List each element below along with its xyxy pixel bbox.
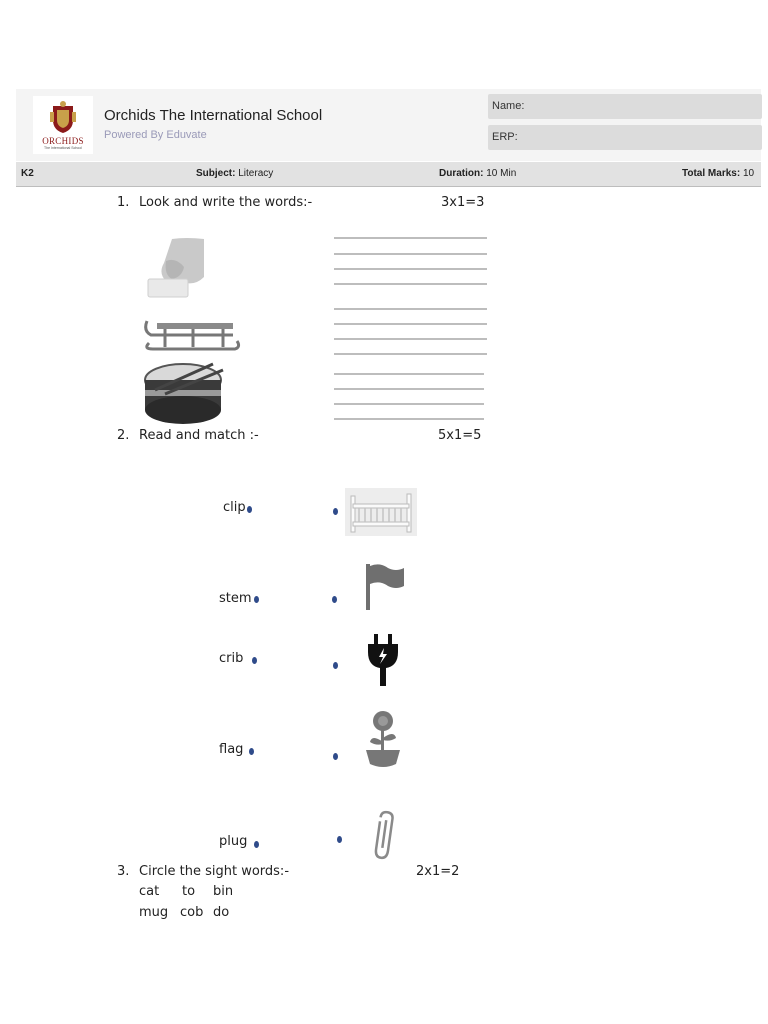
q2-marks: 5x1=5 [438, 428, 482, 443]
erp-label: ERP: [492, 131, 518, 143]
subject-label: Subject: [196, 168, 236, 179]
match-dot[interactable] [254, 596, 259, 603]
sight-word[interactable]: cat [139, 884, 160, 899]
powered-by: Powered By Eduvate [104, 129, 207, 141]
writing-line[interactable] [334, 237, 487, 239]
writing-line[interactable] [334, 373, 484, 375]
grade-label: K2 [21, 168, 34, 179]
crest-icon [49, 100, 77, 134]
match-dot[interactable] [247, 506, 252, 513]
q1-text: Look and write the words:- [139, 195, 313, 210]
match-dot[interactable] [333, 508, 338, 515]
erp-field[interactable] [488, 125, 762, 150]
sight-word[interactable]: to [182, 884, 196, 899]
info-bar [16, 162, 761, 187]
writing-line[interactable] [334, 253, 487, 255]
writing-line[interactable] [334, 338, 487, 340]
q3-number: 3. [117, 864, 130, 879]
writing-line[interactable] [334, 353, 487, 355]
plug-icon [366, 632, 400, 688]
duration-info [439, 168, 516, 179]
worksheet-header [16, 89, 761, 161]
match-word: plug [219, 834, 248, 849]
flower-stem-icon [362, 708, 404, 770]
school-logo [33, 96, 93, 154]
total-marks-value: 10 [742, 168, 755, 179]
name-label: Name: [492, 100, 525, 112]
q1-number: 1. [117, 195, 130, 210]
match-dot[interactable] [332, 596, 337, 603]
subject-info [196, 168, 273, 179]
duration-label: Duration: [439, 168, 484, 179]
q1-marks: 3x1=3 [441, 195, 485, 210]
school-name: Orchids The International School [104, 107, 323, 124]
eraser-icon [146, 237, 206, 301]
match-dot[interactable] [337, 836, 342, 843]
sight-word[interactable]: cob [180, 905, 204, 920]
writing-line[interactable] [334, 323, 487, 325]
subject-value: Literacy [238, 168, 274, 179]
match-dot[interactable] [333, 753, 338, 760]
logo-text: ORCHIDS [42, 136, 84, 146]
sled-icon [143, 313, 241, 353]
sight-word[interactable]: mug [139, 905, 169, 920]
q3-marks: 2x1=2 [416, 864, 460, 879]
match-dot[interactable] [252, 657, 257, 664]
total-marks-info [682, 168, 754, 179]
match-word: clip [223, 500, 246, 515]
drum-icon [143, 360, 227, 426]
sight-word[interactable]: do [213, 905, 230, 920]
writing-line[interactable] [334, 268, 487, 270]
q2-text: Read and match :- [139, 428, 259, 443]
match-word: crib [219, 651, 244, 666]
writing-line[interactable] [334, 418, 484, 420]
match-dot[interactable] [333, 662, 338, 669]
writing-line[interactable] [334, 403, 484, 405]
q3-text: Circle the sight words:- [139, 864, 290, 879]
writing-line[interactable] [334, 308, 487, 310]
match-word: stem [219, 591, 252, 606]
logo-subtext: The International School [44, 146, 82, 150]
writing-line[interactable] [334, 283, 487, 285]
writing-line[interactable] [334, 388, 484, 390]
match-dot[interactable] [249, 748, 254, 755]
total-marks-label: Total Marks: [682, 168, 741, 179]
flag-icon [362, 562, 408, 612]
paper-clip-icon [370, 810, 398, 862]
name-field[interactable] [488, 94, 762, 119]
match-word: flag [219, 742, 244, 757]
q2-number: 2. [117, 428, 130, 443]
crib-icon [345, 488, 417, 536]
duration-value: 10 Min [486, 168, 517, 179]
match-dot[interactable] [254, 841, 259, 848]
sight-word[interactable]: bin [213, 884, 234, 899]
